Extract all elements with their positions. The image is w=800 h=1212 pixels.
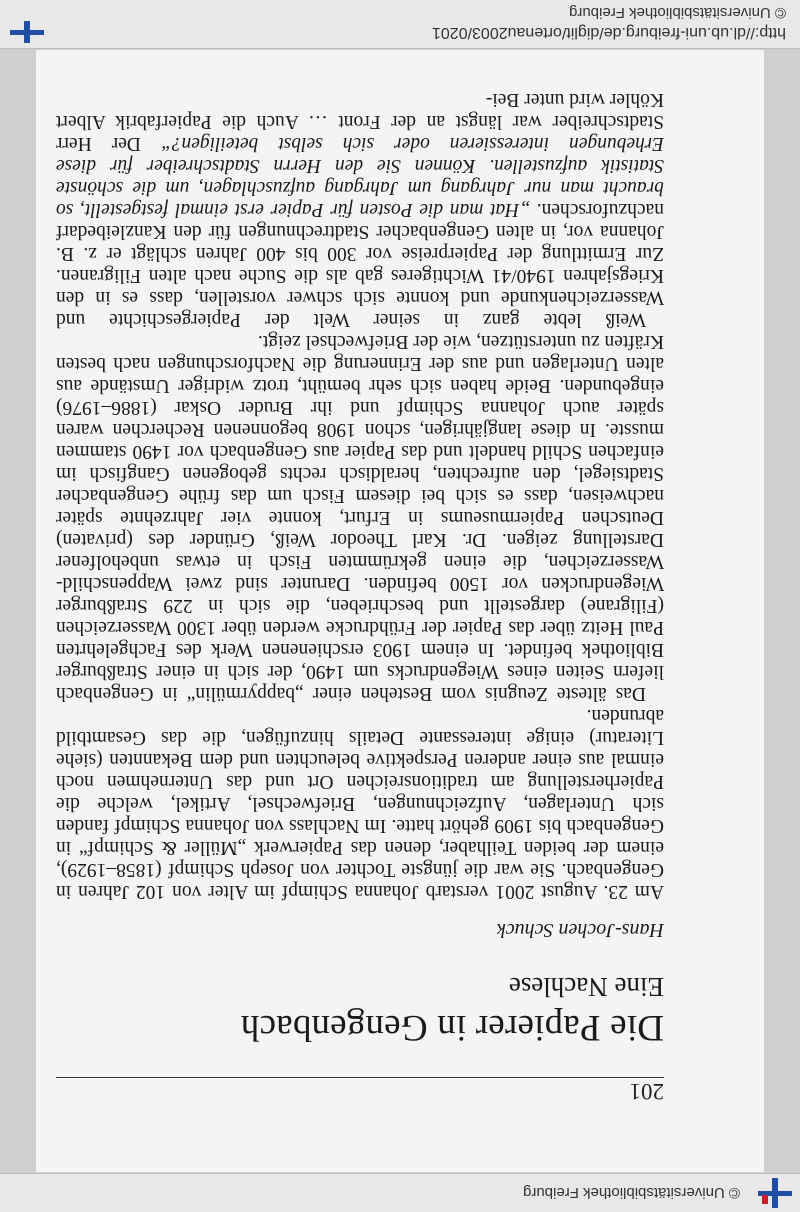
article-author: Hans-Jochen Schuck xyxy=(496,919,664,941)
copyright-label: © Universitätsbibliothek Freiburg xyxy=(523,1184,740,1202)
viewer-bottom-bar xyxy=(0,0,800,49)
article-subtitle: Eine Nachlese xyxy=(508,972,664,1002)
text-run: Der Herr Stadtschreiber war längst an der Front … Auch die Papierfabrik Albert Köhler wird unter Bei- xyxy=(56,89,664,154)
paragraph: Am 23. August 2001 verstarb Johanna Schimpf im Alter von 102 Jahren in Gengenbach. Sie war die jüngste Tochter von Joseph Schimpf (1858–1929), einem der beiden Teilhaber, denen das Papierwerk „Müller & Schimpf“ in Gengenbach bis 1909 gehört hatte. Im Nachlass von Johanna Schimpf fanden sich Unterlagen, Aufzeichnungen, Briefwechsel, Artikel, welche die Papierherstellung am traditionsreichen Ort und das Unternehmen noch einmal aus einer anderen Perspektive beleuchten und dem Bekannten (siehe Literatur) einige interessante Details hinzufügen, die das Gesamtbild abrunden. xyxy=(56,705,664,902)
article-body xyxy=(56,88,664,902)
text-run: Weiß lebte ganz in seiner Welt der Papiergeschichte und Wasserzeichenkunde und konnte sich schwer vorstellen, dass es in den Kriegsjahren 1940/41 Wichtigeres gab als die Suche nach alten Filigranen. Zur Ermittlung der Papierpreise vor 300 bis 400 Jahren schlägt er z. B. Johanna vor, in alten Gengenbacher Stadtrechnungen für den Kanzleibedarf nachzuforschen. xyxy=(56,199,664,330)
viewer-top-bar xyxy=(0,1173,800,1212)
library-logo-icon xyxy=(748,1174,800,1212)
book-page xyxy=(36,50,764,1172)
copyright-label: © Universitätsbibliothek Freiburg xyxy=(569,4,786,22)
quotation: „Hat man die Posten für Papier erst einmal festgestellt, so braucht man nur Jahrgang um Jahrgang aufzuschlagen, um die schönste Statistik aufzustellen. Können Sie den Herrn Stadtschreiber für diese Erhebungen interessieren oder sich selbst beteiligen?“ xyxy=(56,133,664,220)
page-content xyxy=(56,88,664,1108)
paragraph: Das älteste Zeugnis vom Bestehen einer „bappyrmülin“ in Gengenbach liefern Seiten eines Wiegendrucks um 1490, der sich in einer Straßburger Bibliothek befindet. In einem 1903 erschienenen Werk des Fachgelehrten Paul Heitz über das Papier der Frühdrucke werden über 1300 Wasserzeichen (Filigrane) dargestellt und beschrieben, die sich in 229 Straßburger Wiegendrucken vor 1500 befinden. Darunter sind zwei Wappenschild-Wasserzeichen, die einen gekrümmten Fisch in etwas unbeholfener Darstellung zeigen. Dr. Karl Theodor Weiß, Gründer des (privaten) Deutschen Papiermuseums in Erfurt, konnte vier Jahrzehnte später nachweisen, dass es sich bei diesem Fisch um das frühe Gengenbacher Stadtsiegel, den aufrechten, heraldisch rechts gebogenen Gangfisch im einfachen Schild handelt und das Papier aus Gengenbach vor 1490 stammen musste. In diese langjährigen, schon 1908 begonnenen Recherchen waren später auch Johanna Schimpf und ihr Bruder Oskar (1886–1976) eingebunden. Beide haben sich sehr bemüht, trotz widriger Umstände aus alten Unterlagen und aus der Erinnerung die Nachforschungen nach besten Kräften zu unterstützen, wie der Briefwechsel zeigt. xyxy=(56,331,664,704)
paragraph xyxy=(56,88,664,330)
article-title: Die Papierer in Gengenbach xyxy=(240,1007,664,1048)
page-header xyxy=(56,1077,664,1108)
source-url[interactable]: http://dl.ub.uni-freiburg.de/diglit/ortenau2003/0201 xyxy=(431,24,786,42)
library-logo-icon xyxy=(0,22,52,44)
page-number: 201 xyxy=(629,1079,664,1104)
